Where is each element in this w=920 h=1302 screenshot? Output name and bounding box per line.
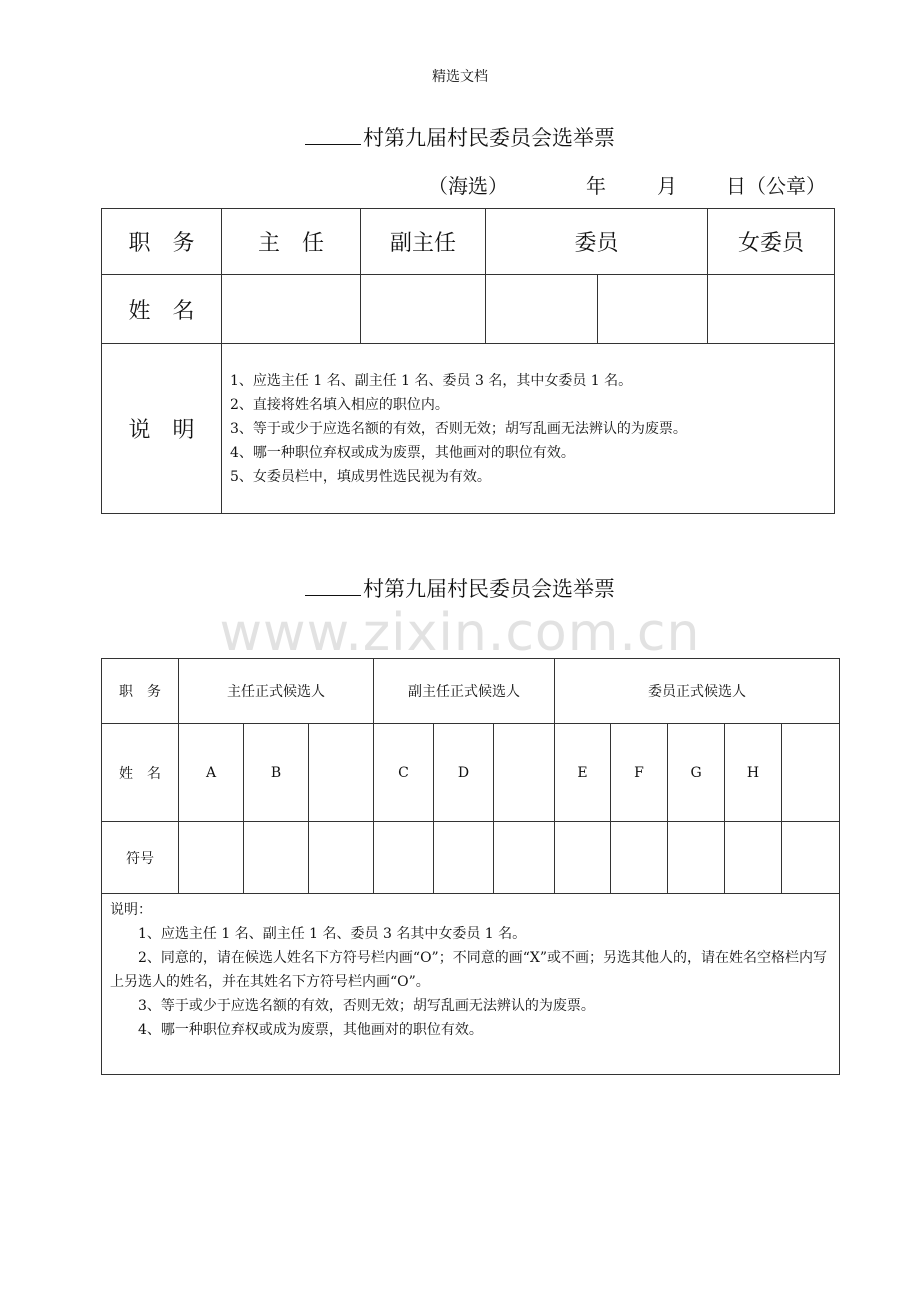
note-item: 2、直接将姓名填入相应的职位内。	[230, 396, 449, 413]
symbol-cell[interactable]	[309, 822, 374, 894]
year-label: 年	[586, 174, 606, 198]
position-row-label: 职 务	[102, 659, 179, 724]
village-name-blank[interactable]	[305, 579, 361, 596]
ballot1-table	[101, 208, 835, 514]
note-item: 5、女委员栏中，填成男性选民视为有效。	[230, 468, 491, 485]
position-deputy-director: 副主任	[361, 209, 486, 275]
candidate-name-blank[interactable]	[782, 724, 840, 822]
symbol-row-label: 符号	[102, 822, 179, 894]
name-row-label: 姓 名	[102, 275, 222, 344]
candidate-name-blank[interactable]	[494, 724, 555, 822]
candidate-name-cell: B	[244, 724, 309, 822]
day-seal-label: 日（公章）	[726, 174, 826, 198]
group-deputy-candidates: 副主任正式候选人	[374, 659, 555, 724]
candidate-name-cell: H	[725, 724, 782, 822]
note-item: 1、应选主任 1 名、副主任 1 名、委员 3 名，其中女委员 1 名。	[230, 372, 633, 389]
name-cell-female-member[interactable]	[708, 275, 835, 344]
name-row-label: 姓 名	[102, 724, 179, 822]
candidate-name-blank[interactable]	[309, 724, 374, 822]
ballot1-notes	[222, 344, 835, 514]
note-heading: 说明：	[110, 902, 152, 918]
position-female-member: 女委员	[708, 209, 835, 275]
symbol-cell[interactable]	[494, 822, 555, 894]
month-label: 月	[657, 174, 677, 198]
symbol-cell[interactable]	[179, 822, 244, 894]
ballot2-title	[0, 573, 920, 603]
symbol-cell[interactable]	[782, 822, 840, 894]
ballot2-notes	[102, 894, 840, 1075]
group-director-candidates: 主任正式候选人	[179, 659, 374, 724]
candidate-name-cell: G	[668, 724, 725, 822]
candidate-name-cell: E	[555, 724, 611, 822]
haixuan-label: （海选）	[428, 174, 508, 198]
note-item: 3、等于或少于应选名额的有效，否则无效；胡写乱画无法辨认的为废票。	[138, 998, 595, 1014]
ballot2-table	[101, 658, 840, 1075]
note-item: 1、应选主任 1 名、副主任 1 名、委员 3 名其中女委员 1 名。	[138, 926, 527, 942]
watermark: www.zixin.com.cn	[219, 603, 701, 663]
candidate-name-cell: D	[434, 724, 494, 822]
position-director: 主 任	[222, 209, 361, 275]
candidate-name-cell: F	[611, 724, 668, 822]
position-member: 委员	[486, 209, 708, 275]
note-item: 3、等于或少于应选名额的有效，否则无效；胡写乱画无法辨认的为废票。	[230, 420, 687, 437]
symbol-cell[interactable]	[611, 822, 668, 894]
note-item: 4、哪一种职位弃权或成为废票，其他画对的职位有效。	[138, 1022, 483, 1038]
name-cell-deputy-director[interactable]	[361, 275, 486, 344]
candidate-name-cell: C	[374, 724, 434, 822]
name-cell-member-2[interactable]	[598, 275, 708, 344]
symbol-cell[interactable]	[668, 822, 725, 894]
candidate-name-cell: A	[179, 724, 244, 822]
note-item: 2、同意的，请在候选人姓名下方符号栏内画“O”；不同意的画“X”或不画；另选其他人的，请在姓名空格栏内写上另选人的姓名，并在其姓名下方符号栏内画“O”。	[110, 950, 827, 990]
name-cell-director[interactable]	[222, 275, 361, 344]
symbol-cell[interactable]	[244, 822, 309, 894]
ballot2-title-text: 村第九届村民委员会选举票	[363, 577, 615, 601]
symbol-cell[interactable]	[555, 822, 611, 894]
note-row-label: 说 明	[102, 344, 222, 514]
ballot1-title	[0, 122, 920, 152]
village-name-blank[interactable]	[305, 128, 361, 145]
note-item: 4、哪一种职位弃权或成为废票，其他画对的职位有效。	[230, 444, 575, 461]
position-row-label: 职 务	[102, 209, 222, 275]
ballot1-title-text: 村第九届村民委员会选举票	[363, 126, 615, 150]
symbol-cell[interactable]	[725, 822, 782, 894]
symbol-cell[interactable]	[374, 822, 434, 894]
symbol-cell[interactable]	[434, 822, 494, 894]
page-header: 精选文档	[432, 69, 488, 85]
name-cell-member-1[interactable]	[486, 275, 598, 344]
group-member-candidates: 委员正式候选人	[555, 659, 840, 724]
